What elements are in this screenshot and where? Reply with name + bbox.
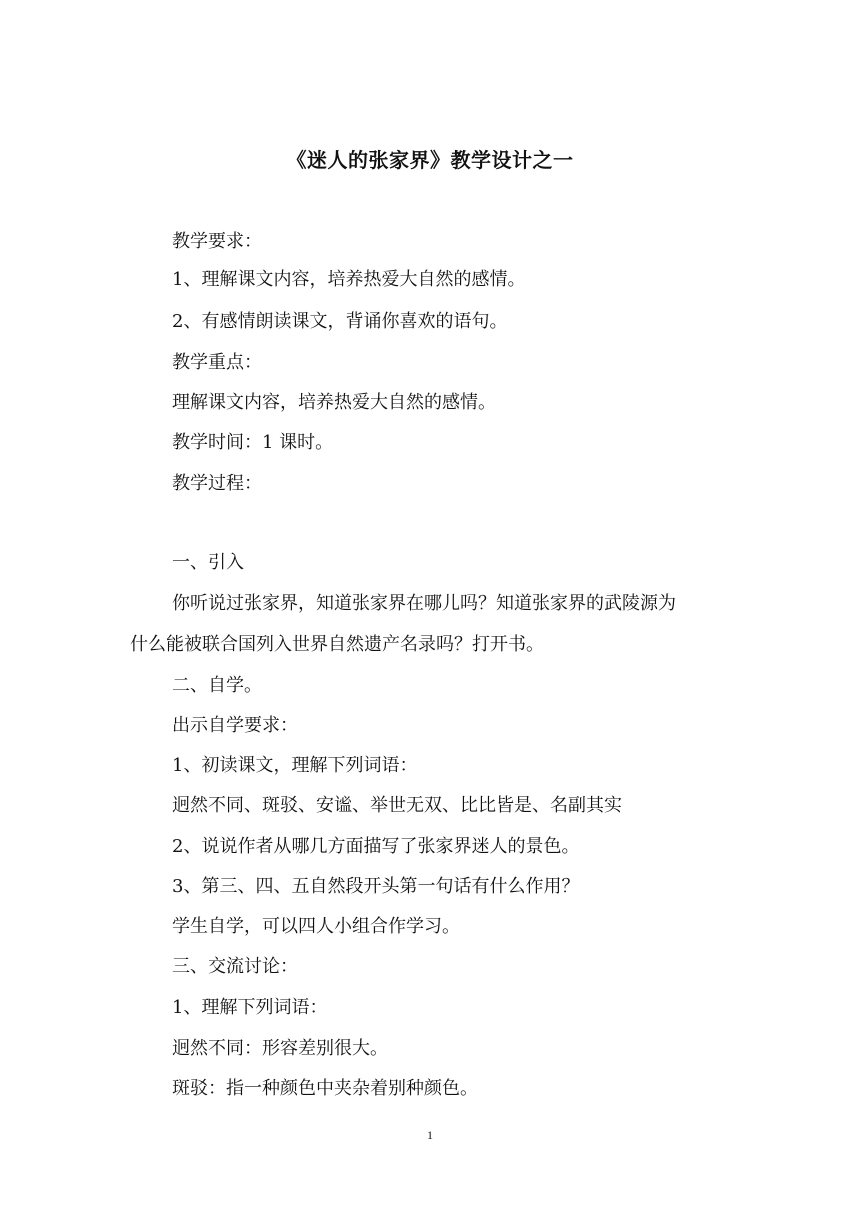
heading-teaching-focus: 教学重点： (172, 352, 262, 373)
introduction-paragraph-line-1: 你听说过张家界，知道张家界在哪儿吗？知道张家界的武陵源为 (172, 593, 676, 614)
section-discussion-heading: 三、交流讨论： (172, 956, 298, 977)
section-self-study-heading: 二、自学。 (172, 675, 262, 696)
self-study-note: 学生自学，可以四人小组合作学习。 (172, 916, 460, 937)
introduction-paragraph-line-2: 什么能被联合国列入世界自然遗产名录吗？打开书。 (130, 634, 544, 655)
self-study-item-3: 3、第三、四、五自然段开头第一句话有什么作用？ (172, 876, 580, 897)
requirement-1: 1、理解课文内容，培养热爱大自然的感情。 (172, 269, 526, 290)
self-study-item-1: 1、初读课文，理解下列词语： (172, 755, 418, 776)
teaching-time: 教学时间：1 课时。 (172, 432, 334, 453)
heading-teaching-process: 教学过程： (172, 473, 262, 494)
requirement-2: 2、有感情朗读课文，背诵你喜欢的语句。 (172, 311, 508, 332)
heading-teaching-requirements: 教学要求： (172, 231, 262, 252)
definition-banbo: 斑驳：指一种颜色中夹杂着别种颜色。 (172, 1078, 478, 1099)
self-study-item-2: 2、说说作者从哪几方面描写了张家界迷人的景色。 (172, 836, 580, 857)
vocabulary-list: 迥然不同、斑驳、安谧、举世无双、比比皆是、名副其实 (172, 795, 622, 816)
section-introduction-heading: 一、引入 (172, 552, 244, 573)
definition-jiongran-butong: 迥然不同：形容差别很大。 (172, 1038, 388, 1059)
page-number: 1 (427, 1128, 433, 1142)
discussion-item-1: 1、理解下列词语： (172, 997, 328, 1018)
self-study-requirements-label: 出示自学要求： (172, 715, 298, 736)
document-title: 《迷人的张家界》教学设计之一 (286, 148, 574, 172)
teaching-focus-text: 理解课文内容，培养热爱大自然的感情。 (172, 392, 496, 413)
